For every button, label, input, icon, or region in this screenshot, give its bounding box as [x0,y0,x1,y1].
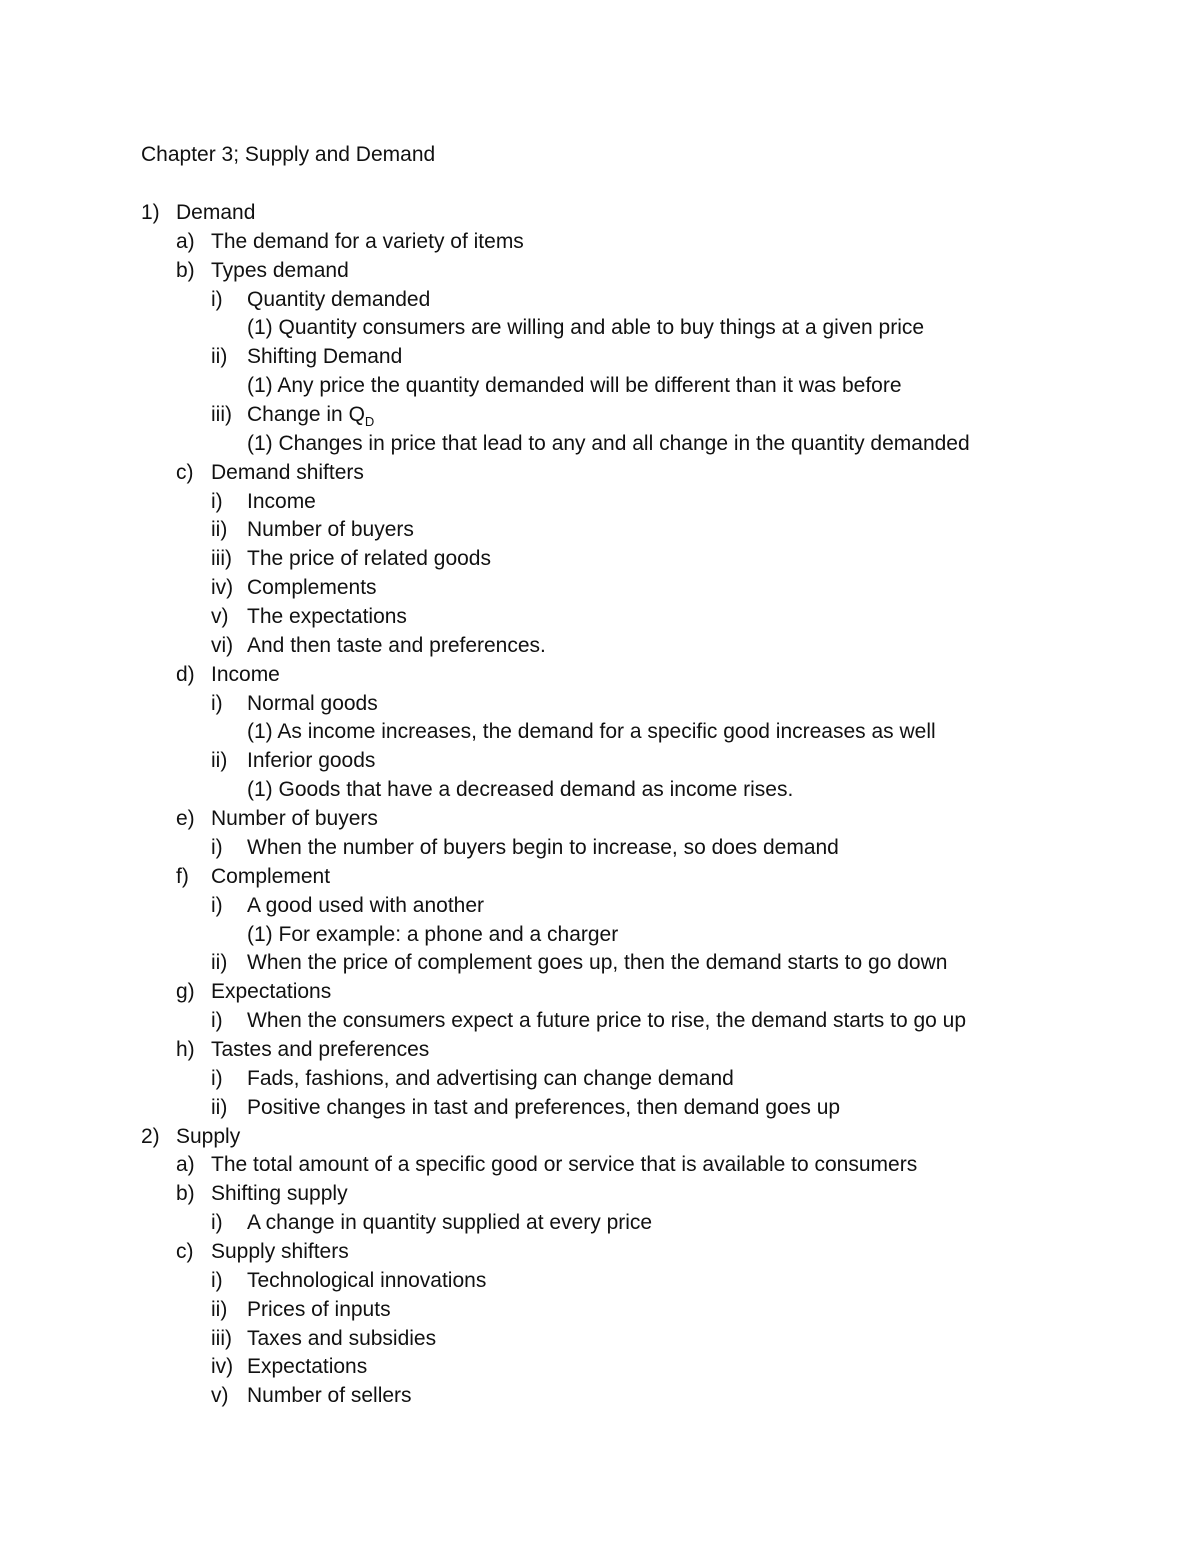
outline-item-text [247,401,374,431]
outline-item-main-text: Tastes and preferences [211,1038,430,1061]
outline-item-label: ii) [211,1298,228,1321]
outline-item-level-4 [247,776,793,804]
document-title: Chapter 3; Supply and Demand [141,143,436,166]
outline-item-label: i) [211,1269,223,1292]
outline-item-text [247,488,316,516]
outline-item-main-text: Types demand [211,259,349,282]
outline-item-label: i) [211,894,223,917]
outline-item-main-text: Positive changes in tast and preferences, then demand goes up [247,1096,841,1119]
outline-item-label: iii) [211,547,232,570]
outline-item-main-text: The expectations [247,605,407,628]
outline-item-text [247,545,491,573]
outline-item-label: v) [211,1384,229,1407]
outline-item-text [176,199,255,227]
outline-item-level-4 [247,921,618,949]
outline-item-label: 1) [141,201,160,224]
outline-item-label: i) [211,836,223,859]
outline-item-text [247,1065,734,1093]
outline-item-label: v) [211,605,229,628]
outline-item-label: d) [176,663,195,686]
outline-item-main-text: When the number of buyers begin to increase, so does demand [247,836,839,859]
outline-item-text [211,459,364,487]
outline-item-main-text: When the consumers expect a future price to rise, the demand starts to go up [247,1009,967,1032]
outline-item-label: ii) [211,518,228,541]
outline-item-label: e) [176,807,195,830]
outline-item-label: ii) [211,1096,228,1119]
outline-item-main-text: Supply [176,1125,241,1148]
outline-item-label: i) [211,692,223,715]
outline-item-label: i) [211,1009,223,1032]
outline-item-text [247,603,407,631]
outline-item-main-text: Inferior goods [247,749,376,772]
outline-item-main-text: Demand shifters [211,461,364,484]
outline-item-text: Changes in price that lead to any and all change in the quantity demanded [278,432,970,455]
outline-item-text [211,661,280,689]
outline-item-label: i) [211,1067,223,1090]
outline-item-main-text: Complement [211,865,331,888]
outline-item-main-text: Shifting Demand [247,345,403,368]
outline-item-main-text: Number of buyers [247,518,414,541]
outline-item-label: vi) [211,634,234,657]
outline-item-text [247,1353,367,1381]
outline-item-text [247,1382,412,1410]
outline-item-main-text: Income [247,490,316,513]
outline-item-text [247,1094,840,1122]
outline-item-text [247,747,375,775]
outline-item-main-text: And then taste and preferences. [247,634,546,657]
outline-item-text [211,1151,917,1179]
outline-item-label: (1) [247,432,273,455]
outline-item-text [211,863,330,891]
outline-item-label: iii) [211,403,232,426]
outline-item-main-text: When the price of complement goes up, then the demand starts to go down [247,951,948,974]
outline-item-label: i) [211,288,223,311]
outline-item-text [211,978,331,1006]
outline-item-main-text: Complements [247,576,377,599]
outline-item-main-text: Technological innovations [247,1269,487,1292]
outline-item-text [247,1007,966,1035]
outline-item-main-text: Expectations [247,1355,368,1378]
outline-item-text [247,949,947,977]
outline-item-main-text: Income [211,663,280,686]
outline-item-label: (1) [247,778,273,801]
outline-item-text [211,1238,349,1266]
outline-item-text: Goods that have a decreased demand as income rises. [278,778,794,801]
outline-item-text [247,343,402,371]
outline-item-label: c) [176,1240,194,1263]
outline-item-main-text: Expectations [211,980,332,1003]
outline-item-main-text: Fads, fashions, and advertising can change demand [247,1067,734,1090]
outline-item-text [211,1036,429,1064]
outline-item-text: Quantity consumers are willing and able to buy things at a given price [278,316,925,339]
outline-item-main-text: Normal goods [247,692,378,715]
outline-item-main-text: Change in Q [247,403,365,426]
outline-item-label: c) [176,461,194,484]
outline-item-text [211,805,378,833]
outline-item-label: (1) [247,923,273,946]
outline-item-text [247,690,378,718]
outline-item-label: (1) [247,374,273,397]
outline-item-main-text: Number of buyers [211,807,378,830]
outline-item-label: i) [211,1211,223,1234]
outline-item-label: ii) [211,951,228,974]
outline-item-label: b) [176,1182,195,1205]
outline-item-label: 2) [141,1125,160,1148]
outline-item-main-text: Supply shifters [211,1240,349,1263]
subscript-text: D [364,414,375,429]
outline-item-level-4 [247,430,970,458]
outline-item-text [247,286,430,314]
outline-item-text [247,574,377,602]
outline-item-label: (1) [247,720,273,743]
outline-item-text [247,1267,486,1295]
outline-item-text [247,1325,436,1353]
outline-item-label: ii) [211,749,228,772]
outline-item-label: f) [176,865,189,888]
outline-item-main-text: A change in quantity supplied at every price [247,1211,653,1234]
outline-item-label: i) [211,490,223,513]
outline-item-text [247,516,414,544]
outline-item-label: iii) [211,1327,232,1350]
outline-item-label: ii) [211,345,228,368]
outline-item-text: For example: a phone and a charger [278,923,619,946]
outline-item-main-text: The price of related goods [247,547,491,570]
outline-item-text [211,228,524,256]
outline-item-main-text: Quantity demanded [247,288,431,311]
outline-item-label: h) [176,1038,195,1061]
outline-item-level-4 [247,372,902,400]
outline-item-level-4 [247,314,924,342]
outline-item-label: g) [176,980,195,1003]
outline-item-main-text: Shifting supply [211,1182,348,1205]
outline-item-main-text: Number of sellers [247,1384,412,1407]
outline-item-text [176,1123,240,1151]
outline-item-text [211,1180,348,1208]
outline-item-label: iv) [211,1355,234,1378]
outline-item-main-text: A good used with another [247,894,485,917]
outline-item-text [247,1209,652,1237]
outline-item-text [247,632,546,660]
outline-item-label: b) [176,259,195,282]
outline-item-label: (1) [247,316,273,339]
outline-item-label: a) [176,230,195,253]
outline-item-text: As income increases, the demand for a specific good increases as well [277,720,936,743]
outline-item-main-text: The demand for a variety of items [211,230,524,253]
outline-item-label: iv) [211,576,234,599]
outline-item-main-text: The total amount of a specific good or service that is available to consumers [211,1153,918,1176]
outline-item-label: a) [176,1153,195,1176]
outline-item-text [211,257,349,285]
outline-item-text [247,834,839,862]
outline-item-text: Any price the quantity demanded will be different than it was before [277,374,902,397]
outline-item-text [247,1296,391,1324]
outline-item-main-text: Demand [176,201,256,224]
outline-item-text [247,892,484,920]
outline-item-level-4 [247,718,936,746]
outline-item-main-text: Taxes and subsidies [247,1327,437,1350]
outline-item-main-text: Prices of inputs [247,1298,391,1321]
